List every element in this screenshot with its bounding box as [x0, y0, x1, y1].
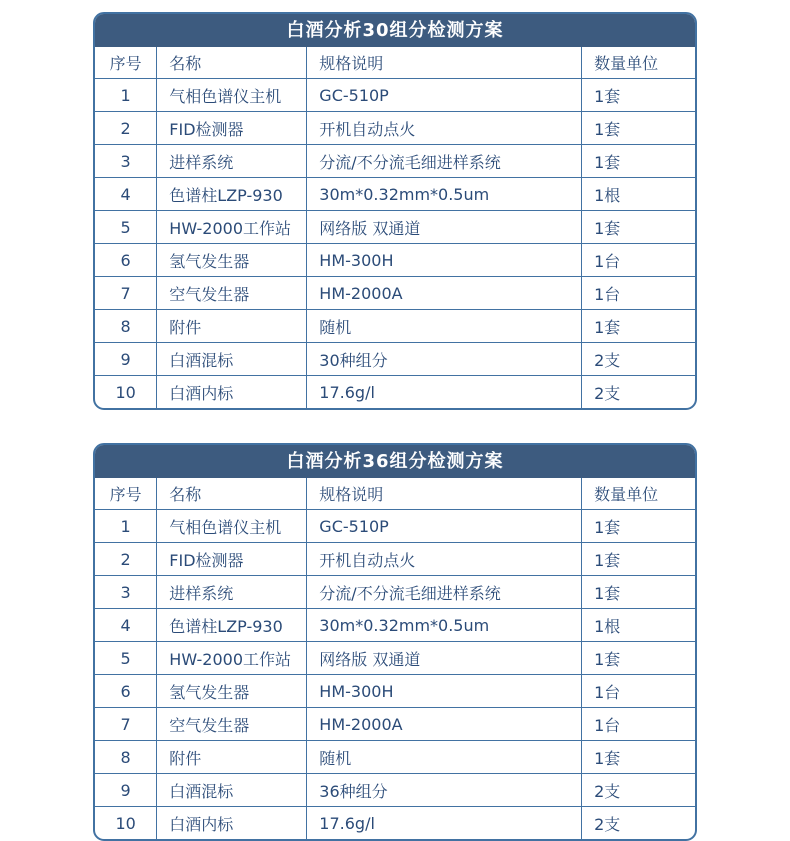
table-row — [95, 145, 695, 178]
table-row — [95, 510, 695, 543]
quantity-cell: 1台 — [582, 708, 695, 741]
row-number-cell: 5 — [95, 642, 157, 675]
name-cell: 色谱柱LZP-930 — [157, 609, 307, 642]
name-cell: 氢气发生器 — [157, 675, 307, 708]
spec-cell: 17.6g/l — [307, 376, 582, 409]
table-row — [95, 277, 695, 310]
spec-table-card-30 — [93, 12, 697, 410]
table-row — [95, 343, 695, 376]
spec-cell: 开机自动点火 — [307, 543, 582, 576]
spec-cell: GC-510P — [307, 79, 582, 112]
column-header: 数量单位 — [582, 478, 695, 510]
table-row — [95, 310, 695, 343]
quantity-cell: 1套 — [582, 112, 695, 145]
row-number-cell: 7 — [95, 277, 157, 310]
spec-cell: 随机 — [307, 310, 582, 343]
table-row — [95, 211, 695, 244]
spec-cell: 网络版 双通道 — [307, 642, 582, 675]
row-number-cell: 2 — [95, 112, 157, 145]
quantity-cell: 1套 — [582, 79, 695, 112]
row-number-cell: 2 — [95, 543, 157, 576]
table-row — [95, 79, 695, 112]
quantity-cell: 1台 — [582, 277, 695, 310]
table-row — [95, 244, 695, 277]
quantity-cell: 1台 — [582, 244, 695, 277]
row-number-cell: 1 — [95, 510, 157, 543]
row-number-cell: 10 — [95, 376, 157, 409]
quantity-cell: 2支 — [582, 774, 695, 807]
row-number-cell: 9 — [95, 774, 157, 807]
name-cell: 附件 — [157, 310, 307, 343]
spec-cell: HM-300H — [307, 675, 582, 708]
spec-cell: 30m*0.32mm*0.5um — [307, 609, 582, 642]
row-number-cell: 6 — [95, 244, 157, 277]
row-number-cell: 8 — [95, 310, 157, 343]
name-cell: 白酒内标 — [157, 807, 307, 840]
name-cell: HW-2000工作站 — [157, 211, 307, 244]
spec-cell: 分流/不分流毛细进样系统 — [307, 145, 582, 178]
name-cell: HW-2000工作站 — [157, 642, 307, 675]
quantity-cell: 2支 — [582, 807, 695, 840]
name-cell: 色谱柱LZP-930 — [157, 178, 307, 211]
name-cell: 白酒混标 — [157, 343, 307, 376]
table-row — [95, 376, 695, 409]
name-cell: FID检测器 — [157, 543, 307, 576]
name-cell: FID检测器 — [157, 112, 307, 145]
table-row — [95, 675, 695, 708]
table-row — [95, 178, 695, 211]
quantity-cell: 2支 — [582, 343, 695, 376]
name-cell: 白酒混标 — [157, 774, 307, 807]
spec-cell: 开机自动点火 — [307, 112, 582, 145]
table-title-30-components: 白酒分析30组分检测方案 — [95, 14, 695, 47]
quantity-cell: 1套 — [582, 310, 695, 343]
name-cell: 空气发生器 — [157, 277, 307, 310]
column-header: 序号 — [95, 47, 157, 79]
table-row — [95, 112, 695, 145]
row-number-cell: 5 — [95, 211, 157, 244]
name-cell: 氢气发生器 — [157, 244, 307, 277]
quantity-cell: 1套 — [582, 510, 695, 543]
spec-cell: 随机 — [307, 741, 582, 774]
row-number-cell: 7 — [95, 708, 157, 741]
quantity-cell: 1套 — [582, 211, 695, 244]
quantity-cell: 1套 — [582, 642, 695, 675]
row-number-cell: 3 — [95, 576, 157, 609]
table-row — [95, 609, 695, 642]
column-header: 规格说明 — [307, 47, 582, 79]
table-row — [95, 708, 695, 741]
table-title-36-components: 白酒分析36组分检测方案 — [95, 445, 695, 478]
name-cell: 气相色谱仪主机 — [157, 510, 307, 543]
name-cell: 白酒内标 — [157, 376, 307, 409]
table-row — [95, 774, 695, 807]
column-header: 序号 — [95, 478, 157, 510]
row-number-cell: 3 — [95, 145, 157, 178]
spec-cell: 分流/不分流毛细进样系统 — [307, 576, 582, 609]
quantity-cell: 1台 — [582, 675, 695, 708]
column-header-row — [95, 47, 695, 79]
quantity-cell: 1套 — [582, 145, 695, 178]
name-cell: 进样系统 — [157, 576, 307, 609]
column-header: 名称 — [157, 478, 307, 510]
spec-cell: HM-300H — [307, 244, 582, 277]
name-cell: 空气发生器 — [157, 708, 307, 741]
spec-table-30 — [95, 47, 695, 408]
quantity-cell: 2支 — [582, 376, 695, 409]
row-number-cell: 4 — [95, 178, 157, 211]
spec-cell: 36种组分 — [307, 774, 582, 807]
row-number-cell: 10 — [95, 807, 157, 840]
spec-cell: 网络版 双通道 — [307, 211, 582, 244]
quantity-cell: 1套 — [582, 741, 695, 774]
quantity-cell: 1套 — [582, 576, 695, 609]
column-header-row — [95, 478, 695, 510]
row-number-cell: 8 — [95, 741, 157, 774]
spec-table-36 — [95, 478, 695, 839]
spec-table-card-36 — [93, 443, 697, 841]
name-cell: 进样系统 — [157, 145, 307, 178]
row-number-cell: 6 — [95, 675, 157, 708]
spec-cell: HM-2000A — [307, 277, 582, 310]
table-row — [95, 642, 695, 675]
spec-cell: GC-510P — [307, 510, 582, 543]
table-row — [95, 741, 695, 774]
quantity-cell: 1套 — [582, 543, 695, 576]
spec-cell: 30种组分 — [307, 343, 582, 376]
column-header: 规格说明 — [307, 478, 582, 510]
spec-cell: 30m*0.32mm*0.5um — [307, 178, 582, 211]
quantity-cell: 1根 — [582, 178, 695, 211]
name-cell: 气相色谱仪主机 — [157, 79, 307, 112]
spec-cell: HM-2000A — [307, 708, 582, 741]
row-number-cell: 9 — [95, 343, 157, 376]
table-row — [95, 543, 695, 576]
column-header: 数量单位 — [582, 47, 695, 79]
row-number-cell: 1 — [95, 79, 157, 112]
column-header: 名称 — [157, 47, 307, 79]
spec-cell: 17.6g/l — [307, 807, 582, 840]
row-number-cell: 4 — [95, 609, 157, 642]
table-row — [95, 576, 695, 609]
quantity-cell: 1根 — [582, 609, 695, 642]
table-row — [95, 807, 695, 840]
name-cell: 附件 — [157, 741, 307, 774]
